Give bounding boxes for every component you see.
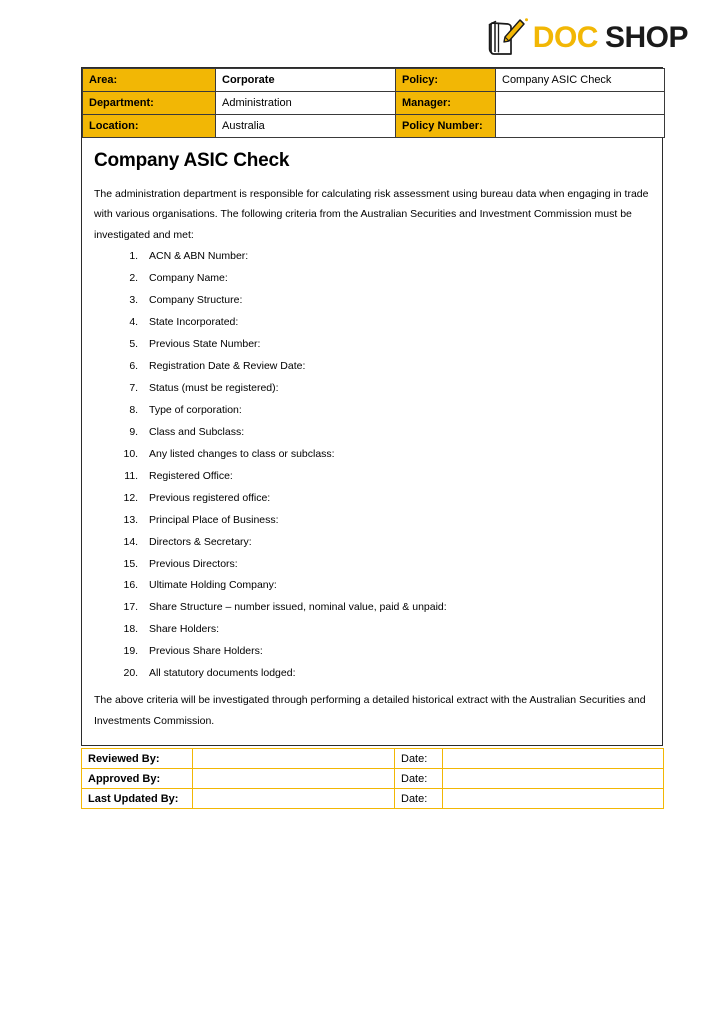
meta-value-location: Australia (216, 115, 396, 138)
table-row (82, 769, 664, 789)
meta-label-department: Department: (83, 92, 216, 115)
meta-label-manager: Manager: (396, 92, 496, 115)
document-body (81, 67, 663, 746)
list-item: 3. Company Structure: (141, 295, 650, 307)
signoff-value-date-updated[interactable] (443, 789, 664, 809)
list-item: 13. Principal Place of Business: (141, 515, 650, 527)
list-item: 11. Registered Office: (141, 471, 650, 483)
table-row (83, 115, 665, 138)
meta-value-policy-number (496, 115, 665, 138)
meta-label-location: Location: (83, 115, 216, 138)
signoff-label-date-approved: Date: (395, 769, 443, 789)
signoff-value-date-reviewed[interactable] (443, 749, 664, 769)
logo-shop-text: SHOP (604, 21, 688, 54)
intro-paragraph: The administration department is responsible for calculating risk assessment using bureau data when engaging in trade with various organisations. The following criteria from the Australian Securities and Investment Commission must be investigated and met: (94, 188, 649, 241)
signoff-label-date-updated: Date: (395, 789, 443, 809)
logo-doc-text: DOC (532, 21, 598, 54)
meta-value-area: Corporate (216, 69, 396, 92)
brand-logo (487, 18, 688, 58)
list-item: 5. Previous State Number: (141, 339, 650, 351)
policy-content (82, 138, 662, 745)
page-title: Company ASIC Check (94, 150, 290, 171)
logo-wordmark (533, 23, 688, 53)
signoff-value-approved-by[interactable] (193, 769, 395, 789)
table-row (82, 789, 664, 809)
meta-value-manager (496, 92, 665, 115)
list-item: 8. Type of corporation: (141, 405, 650, 417)
signoff-table (81, 748, 664, 809)
list-item: 4. State Incorporated: (141, 317, 650, 329)
list-item: 15. Previous Directors: (141, 559, 650, 571)
meta-label-policy-number: Policy Number: (396, 115, 496, 138)
list-item: 14. Directors & Secretary: (141, 537, 650, 549)
meta-label-policy: Policy: (396, 69, 496, 92)
signoff-label-last-updated-by: Last Updated By: (82, 789, 193, 809)
list-item: 10. Any listed changes to class or subclass: (141, 449, 650, 461)
table-row (83, 92, 665, 115)
list-item: 16. Ultimate Holding Company: (141, 580, 650, 592)
notepad-pencil-icon (487, 18, 531, 58)
list-item: 2. Company Name: (141, 273, 650, 285)
signoff-value-reviewed-by[interactable] (193, 749, 395, 769)
table-row (82, 749, 664, 769)
list-item: 1. ACN & ABN Number: (141, 251, 650, 263)
signoff-label-reviewed-by: Reviewed By: (82, 749, 193, 769)
list-item: 6. Registration Date & Review Date: (141, 361, 650, 373)
closing-paragraph: The above criteria will be investigated through performing a detailed historical extract with the Australian Securities and Investments Commission. (94, 694, 646, 727)
list-item: 17. Share Structure – number issued, nominal value, paid & unpaid: (141, 602, 650, 614)
list-item: 9. Class and Subclass: (141, 427, 650, 439)
list-item: 18. Share Holders: (141, 624, 650, 636)
signoff-label-approved-by: Approved By: (82, 769, 193, 789)
meta-value-department: Administration (216, 92, 396, 115)
signoff-value-last-updated-by[interactable] (193, 789, 395, 809)
list-item: 20. All statutory documents lodged: (141, 668, 650, 680)
signoff-label-date-reviewed: Date: (395, 749, 443, 769)
meta-label-area: Area: (83, 69, 216, 92)
table-row (83, 69, 665, 92)
policy-meta-table (82, 68, 665, 138)
signoff-value-date-approved[interactable] (443, 769, 664, 789)
meta-value-policy: Company ASIC Check (496, 69, 665, 92)
list-item: 12. Previous registered office: (141, 493, 650, 505)
list-item: 7. Status (must be registered): (141, 383, 650, 395)
list-item: 19. Previous Share Holders: (141, 646, 650, 658)
criteria-list (94, 251, 650, 679)
